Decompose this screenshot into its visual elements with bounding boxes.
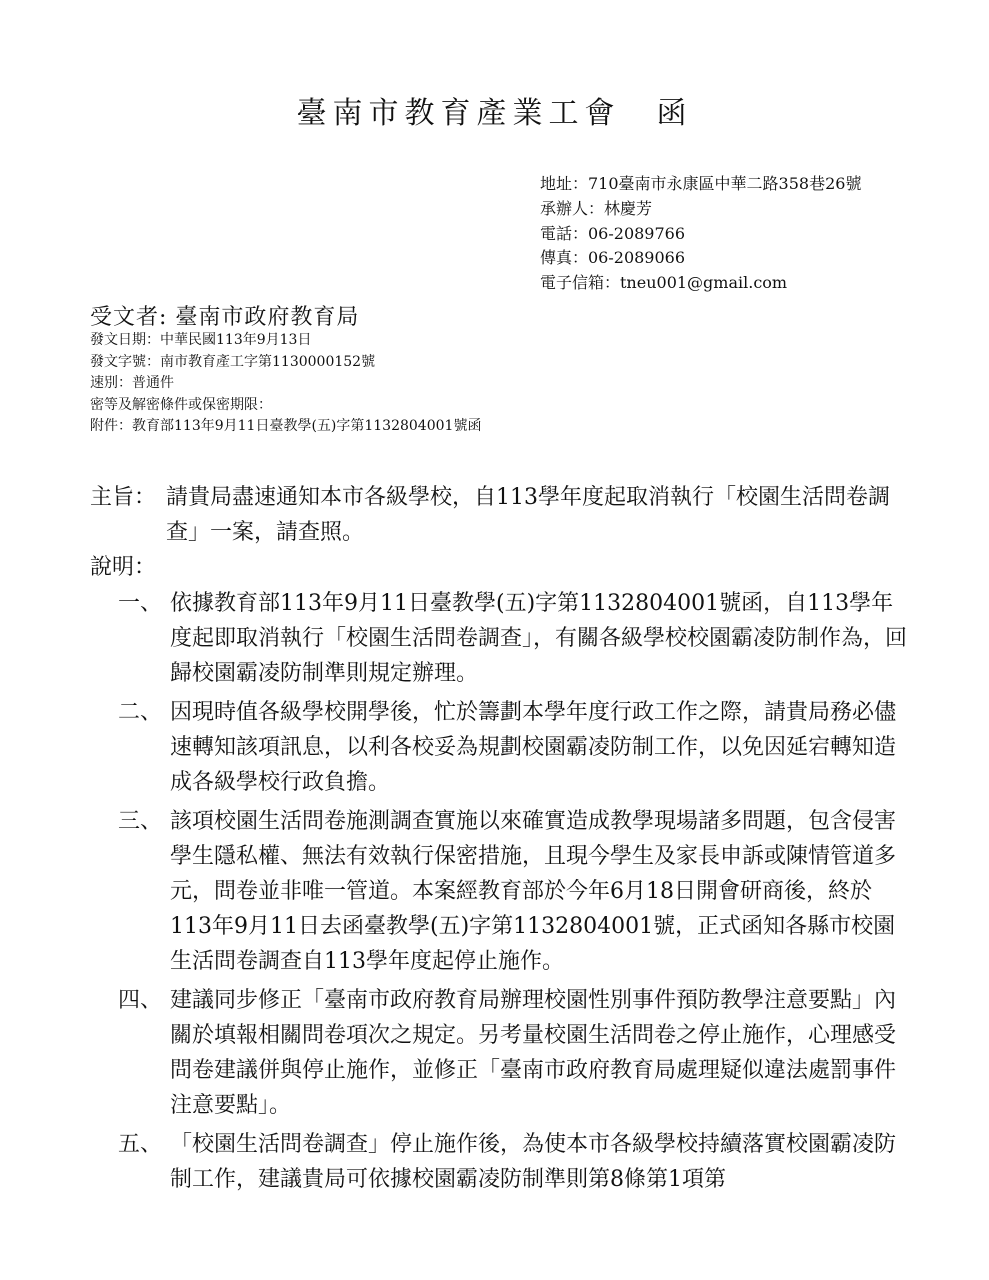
issue-date: 發文日期：中華民國113年9月13日 xyxy=(90,332,312,348)
fax-number: 傳真：06-2089066 xyxy=(540,248,686,268)
item-text: 「校園生活問卷調查」停止施作後，為使本市各級學校持續落實校園霸凌防制工作，建議貴局可依據校園霸凌防制準則第8條第1項第 xyxy=(170,1132,897,1192)
document-number: 發文字號：南市教育產工字第1130000152號 xyxy=(90,353,376,370)
item-number: 二、 xyxy=(118,700,163,725)
item-text: 因現時值各級學校開學後，忙於籌劃本學年度行政工作之際，請貴局務必儘速轉知該項訊息，以利各校妥為規劃校園霸凌防制工作，以免因延宕轉知造成各級學校行政負擔。 xyxy=(170,700,897,795)
item-number: 五、 xyxy=(118,1132,163,1157)
explanation-item xyxy=(118,804,910,979)
document-metadata xyxy=(90,330,481,438)
subject-section xyxy=(90,480,910,550)
explanation-item xyxy=(118,695,910,800)
explanation-item xyxy=(118,983,910,1123)
sender-address: 地址：710臺南市永康區中華二路358巷26號 xyxy=(540,174,862,193)
explanation-label: 說明： xyxy=(90,555,157,580)
attachment-line: 附件：教育部113年9月11日臺教學(五)字第1132804001號函 xyxy=(90,418,482,435)
explanation-items xyxy=(118,586,910,1201)
sender-contact-block xyxy=(540,172,861,296)
recipient-line: 受文者: 臺南市政府教育局 xyxy=(90,305,360,330)
phone-number: 電話：06-2089766 xyxy=(540,223,686,243)
item-text: 該項校園生活問卷施測調查實施以來確實造成教學現場諸多問題，包含侵害學生隱私權、無法有效執行保密措施，且現今學生及家長申訴或陳情管道多元，問卷並非唯一管道。本案經教育部於今年6月18日開會研商後，終於113年9月11日去函臺教學(五)字第1132804001號，正式函知各縣市校園生活問卷調查自113學年度起停止施作。 xyxy=(170,809,897,974)
secrecy-level: 密等及解密條件或保密期限： xyxy=(90,396,272,413)
delivery-speed: 速別：普通件 xyxy=(90,375,174,392)
item-number: 一、 xyxy=(118,591,163,616)
explanation-item xyxy=(118,1127,910,1197)
explanation-item xyxy=(118,586,910,691)
item-number: 三、 xyxy=(118,809,163,834)
document-title: 臺南市教育產業工會 函 xyxy=(296,96,693,131)
subject-text: 請貴局盡速通知本市各級學校，自113學年度起取消執行「校園生活問卷調查」一案，請查照。 xyxy=(166,485,890,545)
item-number: 四、 xyxy=(118,988,163,1013)
item-text: 依據教育部113年9月11日臺教學(五)字第1132804001號函，自113學年度起即取消執行「校園生活問卷調查」，有關各級學校校園霸凌防制作為，回歸校園霸凌防制準則規定辦理。 xyxy=(170,591,908,686)
handler-name: 承辦人：林慶芳 xyxy=(540,198,653,218)
subject-label: 主旨： xyxy=(90,485,157,510)
item-text: 建議同步修正「臺南市政府教育局辦理校園性別事件預防教學注意要點」內關於填報相關問卷項次之規定。另考量校園生活問卷之停止施作，心理感受問卷建議併與停止施作，並修正「臺南市政府教育局處理疑似違法處罰事件注意要點」。 xyxy=(170,988,897,1118)
email-address: 電子信箱：tneu001@gmail.com xyxy=(540,273,788,293)
